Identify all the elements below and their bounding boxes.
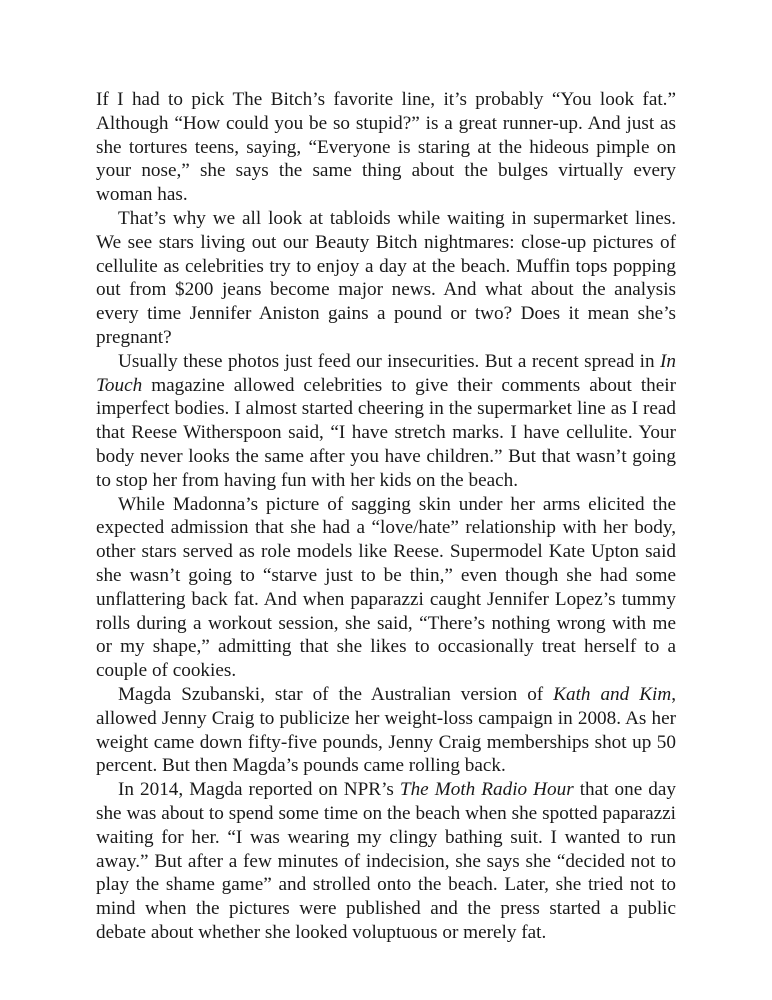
paragraph-4 [96, 493, 676, 683]
paragraph-text: , allowed Jenny Craig to publicize her weight-loss campaign in 2008. As her weight came down fifty-five pounds, Jenny Craig memberships shot up 50 percent. But then Magda’s pounds came rolling back. [96, 683, 676, 777]
show-title-kath-and-kim: Kath and Kim [553, 683, 672, 705]
paragraph-5 [96, 683, 676, 778]
paragraph-1 [96, 88, 676, 207]
show-title-moth-radio-hour: The Moth Radio Hour [399, 779, 574, 801]
paragraph-6 [96, 778, 676, 945]
paragraph-text: that one day she was about to spend some time on the beach when she spotted paparazzi waiting for her. “I was wearing my clingy bathing suit. I wanted to run away.” But after a few minutes of indecision, she says she “decided not to play the shame game” and strolled onto the beach. Later, she tried not to mind when the pictures were published and the press started a public debate about whether she looked voluptuous or merely fat. [96, 779, 676, 943]
paragraph-text: If I had to pick The Bitch’s favorite line, it’s probably “You look fat.” Although “How could you be so stupid?” is a great runner-up. And just as she tortures teens, saying, “Everyone is staring at the hideous pimple on your nose,” she says the same thing about the bulges virtually every woman has. [96, 89, 676, 206]
paragraph-text: magazine allowed celebrities to give their comments about their imperfect bodies. I almost started cheering in the supermarket line as I read that Reese Witherspoon said, “I have stretch marks. I have cellulite. Your body never looks the same after you have children.” But that wasn’t going to stop her from having fun with her kids on the beach. [96, 374, 676, 491]
paragraph-text: In 2014, Magda reported on NPR’s [118, 779, 400, 801]
paragraph-text: While Madonna’s picture of sagging skin under her arms elicited the expected admission that she had a “love/hate” relationship with her body, other stars served as role models like Reese. Supermodel Kate Upton said she wasn’t going to “starve just to be thin,” even though she had some unflattering back fat. And when paparazzi caught Jennifer Lopez’s tummy rolls during a workout session, she said, “There’s nothing wrong with me or my shape,” admitting that she likes to occasionally treat herself to a couple of cookies. [96, 493, 676, 682]
page-body [96, 88, 676, 945]
paragraph-3 [96, 350, 676, 493]
paragraph-text: Usually these photos just feed our insecurities. But a recent spread in [118, 350, 661, 372]
magazine-title-in-touch: In Touch [96, 350, 676, 396]
paragraph-2 [96, 207, 676, 350]
paragraph-text: Magda Szubanski, star of the Australian version of [118, 683, 554, 705]
paragraph-text: That’s why we all look at tabloids while waiting in supermarket lines. We see stars living out our Beauty Bitch nightmares: close-up pictures of cellulite as celebrities try to enjoy a day at the beach. Muffin tops popping out from $200 jeans become major news. And what about the analysis every time Jennifer Aniston gains a pound or two? Does it mean she’s pregnant? [96, 207, 676, 348]
